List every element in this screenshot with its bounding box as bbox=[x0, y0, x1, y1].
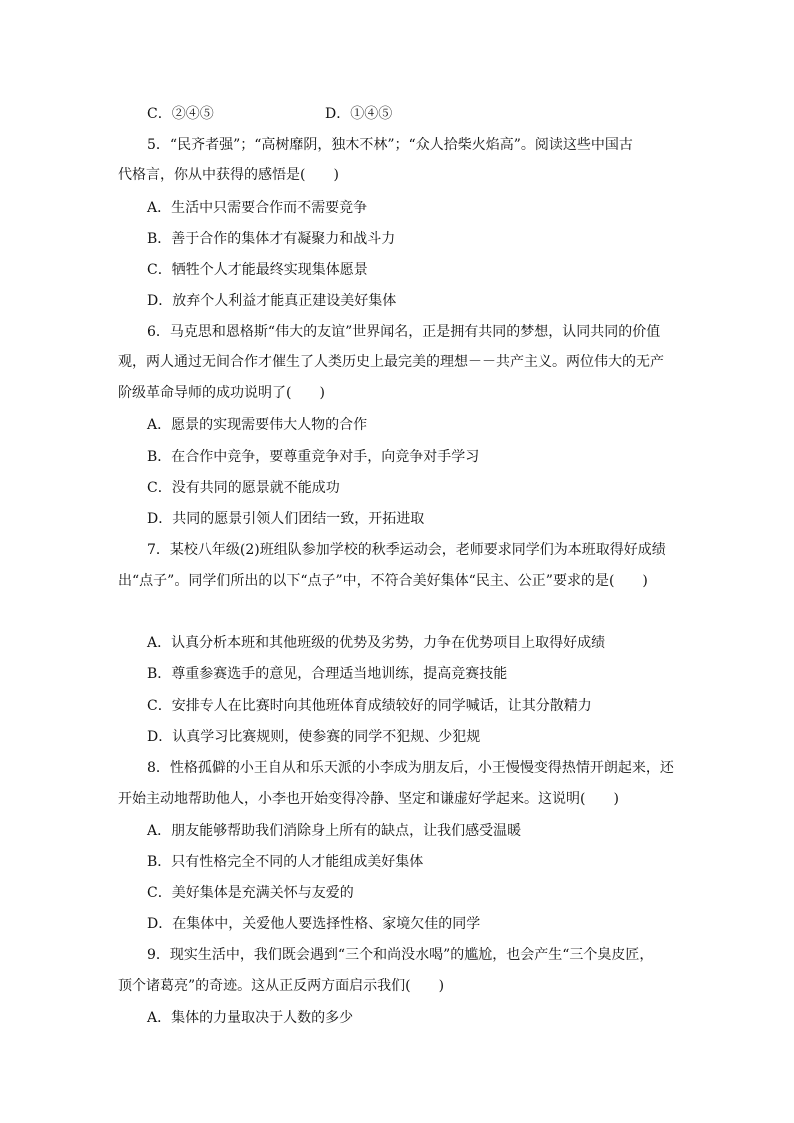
question-5-option-d: D．放弃个人利益才能真正建设美好集体 bbox=[147, 293, 397, 309]
question-5-line-2: 代格言，你从中获得的感悟是( ) bbox=[118, 167, 339, 183]
question-9-line-2: 顶个诸葛亮”的奇迹。这从正反两方面启示我们( ) bbox=[118, 978, 445, 994]
question-9-line-1: 9．现实生活中，我们既会遇到“三个和尚没水喝”的尴尬，也会产生“三个臭皮匠， bbox=[147, 947, 654, 963]
question-6-line-1: 6．马克思和恩格斯“伟大的友谊”世界闻名，正是拥有共同的梦想，认同共同的价值 bbox=[147, 324, 661, 340]
question-5-option-b: B．善于合作的集体才有凝聚力和战斗力 bbox=[147, 231, 396, 247]
question-8-option-b: B．只有性格完全不同的人才能组成美好集体 bbox=[147, 854, 424, 870]
question-8-line-1: 8．性格孤僻的小王自从和乐天派的小李成为朋友后，小王慢慢变得热情开朗起来，还 bbox=[147, 760, 674, 776]
question-8-option-c: C．美好集体是充满关怀与友爱的 bbox=[147, 885, 354, 901]
question-8-option-d: D．在集体中，关爱他人要选择性格、家境欠佳的同学 bbox=[147, 916, 481, 932]
question-7-line-1: 7．某校八年级(2)班组队参加学校的秋季运动会，老师要求同学们为本班取得好成绩 bbox=[147, 542, 666, 558]
question-7-option-a: A．认真分析本班和其他班级的优势及劣势，力争在优势项目上取得好成绩 bbox=[147, 635, 606, 651]
question-6-line-3: 阶级革命导师的成功说明了( ) bbox=[118, 385, 325, 401]
option-d-prev: D．①④⑤ bbox=[325, 106, 393, 122]
question-6-option-c: C．没有共同的愿景就不能成功 bbox=[147, 480, 340, 496]
question-7-line-2: 出“点子”。同学们所出的以下“点子”中，不符合美好集体“民主、公正”要求的是( ) bbox=[118, 573, 648, 589]
question-5-option-a: A．生活中只需要合作而不需要竞争 bbox=[147, 200, 368, 216]
question-8-option-a: A．朋友能够帮助我们消除身上所有的缺点，让我们感受温暖 bbox=[147, 823, 522, 839]
question-5-line-1: 5．“民齐者强”；“高树靡阴，独木不林”；“众人拾柴火焰高”。阅读这些中国古 bbox=[147, 137, 633, 153]
question-6-option-a: A．愿景的实现需要伟大人物的合作 bbox=[147, 417, 368, 433]
question-7-option-d: D．认真学习比赛规则，使参赛的同学不犯规、少犯规 bbox=[147, 729, 481, 745]
question-7-option-b: B．尊重参赛选手的意见，合理适当地训练，提高竞赛技能 bbox=[147, 666, 508, 682]
option-c-prev: C．②④⑤ bbox=[147, 106, 214, 122]
question-6-option-b: B．在合作中竞争，要尊重竞争对手，向竞争对手学习 bbox=[147, 449, 480, 465]
question-7-option-c: C．安排专人在比赛时向其他班体育成绩较好的同学喊话，让其分散精力 bbox=[147, 698, 592, 714]
question-5-option-c: C．牺牲个人才能最终实现集体愿景 bbox=[147, 262, 368, 278]
question-6-line-2: 观，两人通过无间合作才催生了人类历史上最完美的理想－－共产主义。两位伟大的无产 bbox=[118, 354, 664, 370]
question-8-line-2: 开始主动地帮助他人，小李也开始变得冷静、坚定和谦虚好学起来。这说明( ) bbox=[118, 791, 619, 807]
question-6-option-d: D．共同的愿景引领人们团结一致，开拓进取 bbox=[147, 511, 425, 527]
question-9-option-a: A．集体的力量取决于人数的多少 bbox=[147, 1010, 354, 1026]
